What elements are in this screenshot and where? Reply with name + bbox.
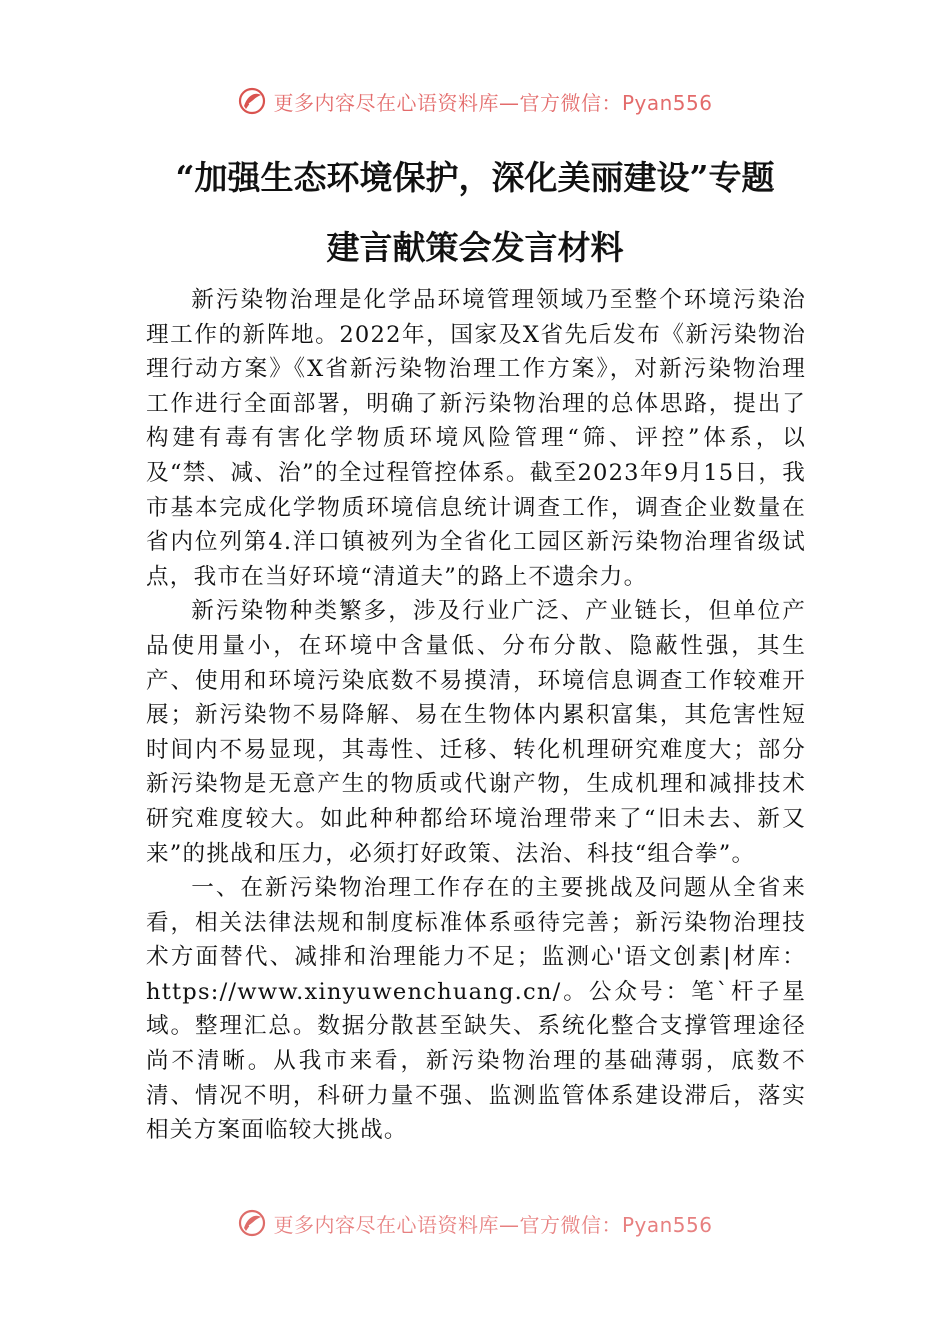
document-title-line-1: “加强生态环境保护，深化美丽建设”专题: [175, 158, 775, 197]
brand-logo-icon: [237, 86, 267, 116]
header-watermark: [0, 86, 950, 116]
header-watermark-text: 更多内容尽在心语资料库—官方微信：Pyan556: [273, 90, 713, 115]
footer-watermark-text: 更多内容尽在心语资料库—官方微信：Pyan556: [273, 1212, 713, 1237]
paragraph-1: 新污染物治理是化学品环境管理领域乃至整个环境污染治理工作的新阵地。2022年，国家及X省先后发布《新污染物治理行动方案》《X省新污染物治理工作方案》，对新污染物治理工作进行全面部署，明确了新污染物治理的总体思路，提出了构建有毒有害化学物质环境风险管理“筛、评控”体系，以及“禁、减、治”的全过程管控体系。截至2023年9月15日，我市基本完成化学物质环境信息统计调查工作，调查企业数量在省内位列第4.洋口镇被列为全省化工园区新污染物治理省级试点，我市在当好环境“清道夫”的路上不遗余力。: [146, 287, 806, 590]
paragraph-2: 新污染物种类繁多，涉及行业广泛、产业链长，但单位产品使用量小，在环境中含量低、分布分散、隐蔽性强，其生产、使用和环境污染底数不易摸清，环境信息调查工作较难开展；新污染物不易降解、易在生物体内累积富集，其危害性短时间内不易显现，其毒性、迁移、转化机理研究难度大；部分新污染物是无意产生的物质或代谢产物，生成机理和减排技术研究难度较大。如此种种都给环境治理带来了“旧未去、新又来”的挑战和压力，必须打好政策、法治、科技“组合拳”。: [146, 598, 806, 867]
document-title-line-2: 建言献策会发言材料: [326, 228, 624, 267]
paragraph-3: 一、在新污染物治理工作存在的主要挑战及问题从全省来看，相关法律法规和制度标准体系亟待完善；新污染物治理技术方面替代、减排和治理能力不足；监测心'语文创素|材库：https://www.xinyuwenchuang.cn/。公众号：笔`杆子星域。整理汇总。数据分散甚至缺失、系统化整合支撑管理途径尚不清晰。从我市来看，新污染物治理的基础薄弱，底数不清、情况不明，科研力量不强、监测监管体系建设滞后，落实相关方案面临较大挑战。: [146, 875, 806, 1144]
brand-logo-icon: [237, 1208, 267, 1238]
document-body: [146, 283, 806, 1148]
footer-watermark: [0, 1208, 950, 1238]
